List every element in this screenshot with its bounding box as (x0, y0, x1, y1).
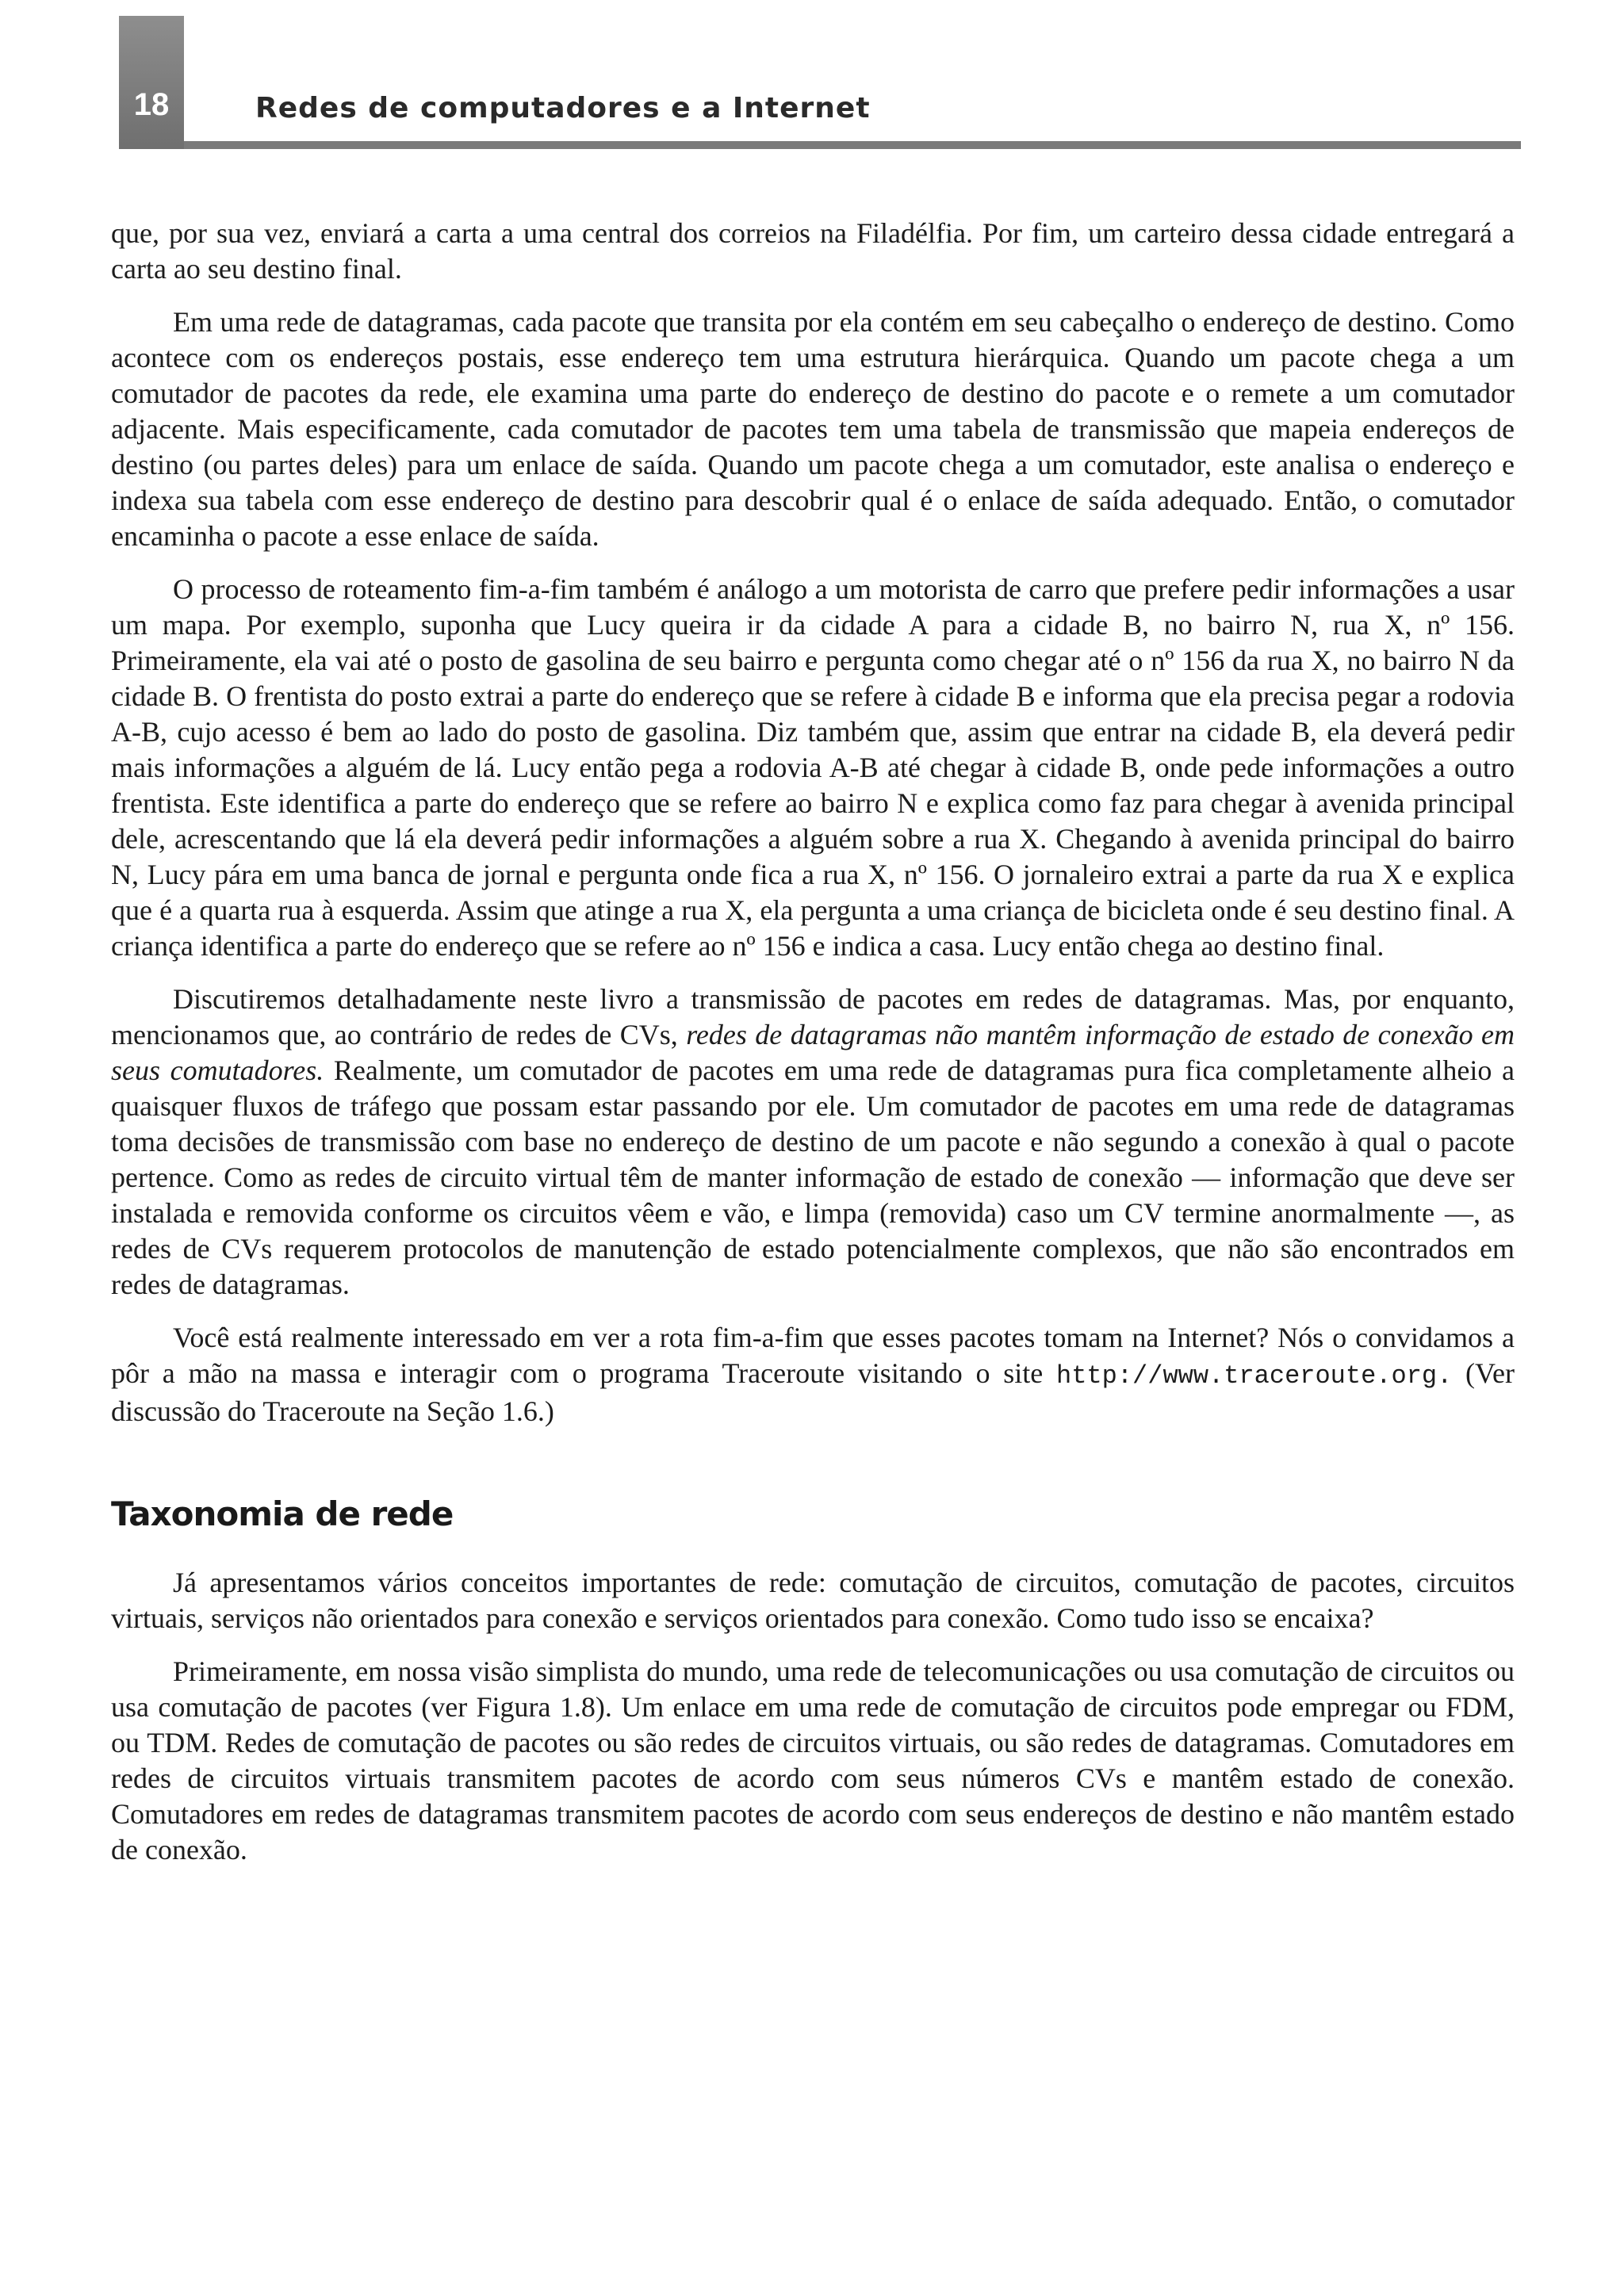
paragraph-continued: que, por sua vez, enviará a carta a uma central dos correios na Filadélfia. Por fim, um carteiro dessa cidade entregará a carta ao seu destino final. (111, 217, 1515, 285)
paragraph-text: Você está realmente interessado em ver a rota fim-a-fim que esses pacotes tomam na Internet? Nós o convidamos a pôr a mão na massa e interagir com o programa Traceroute visitando o site (111, 1322, 1515, 1389)
paragraph-taxonomy-intro: Já apresentamos vários conceitos importantes de rede: comutação de circuitos, comutação de pacotes, circuitos virtuais, serviços não orientados para conexão e serviços orientados para conexão. Como tudo isso se encaixa? (111, 1567, 1515, 1634)
paragraph-taxonomy-detail: Primeiramente, em nossa visão simplista do mundo, uma rede de telecomunicações ou usa comutação de circuitos ou usa comutação de pacotes (ver Figura 1.8). Um enlace em uma rede de comutação de circuitos pode empregar ou FDM, ou TDM. Redes de comutação de pacotes ou são redes de circuitos virtuais, ou são redes de datagramas. Comutadores em redes de circuitos virtuais transmitem pacotes de acordo com seus números CVs e mantêm estado de conexão. Comutadores em redes de datagramas transmitem pacotes de acordo com seus endereços de destino e não mantêm estado de conexão. (111, 1655, 1515, 1866)
page-body (111, 216, 1515, 1885)
section-heading: Taxonomia de rede (111, 1494, 454, 1533)
traceroute-link[interactable]: http://www.traceroute.org. (1056, 1361, 1453, 1391)
page-header (0, 0, 1624, 159)
paragraph-routing-analogy: O processo de roteamento fim-a-fim também é análogo a um motorista de carro que prefere pedir informações a usar um mapa. Por exemplo, suponha que Lucy queira ir da cidade A para a cidade B, no bairro N, rua X, nº 156. Primeiramente, ela vai até o posto de gasolina de seu bairro e pergunta como chegar até o nº 156 da rua X, no bairro N da cidade B. O frentista do posto extrai a parte do endereço que se refere à cidade B e informa que ela precisa pegar a rodovia A-B, cujo acesso é bem ao lado do posto de gasolina. Diz também que, assim que entrar na cidade B, ela deverá pedir mais informações a alguém de lá. Lucy então pega a rodovia A-B até chegar à cidade B, onde pede informações a outro frentista. Este identifica a parte do endereço que se refere ao bairro N e explica como faz para chegar à avenida principal dele, acrescentando que lá ela deverá pedir informações a alguém sobre a rua X. Chegando à avenida principal do bairro N, Lucy pára em uma banca de jornal e pergunta onde fica a rua X, nº 156. O jornaleiro extrai a parte da rua X e explica que é a quarta rua à esquerda. Assim que atinge a rua X, ela pergunta a uma criança de bicicleta onde é seu destino final. A criança identifica a parte do endereço que se refere ao nº 156 e indica a casa. Lucy então chega ao destino final. (111, 573, 1515, 962)
paragraph-text: Discutiremos detalhadamente neste livro a transmissão de pacotes em redes de datagramas. Mas, por enquanto, mencionamos que, ao contrário de redes de CVs, (111, 983, 1515, 1050)
emphasis-text: redes de datagramas não mantêm informação de estado de conexão em seus comutadores. (111, 1019, 1515, 1086)
paragraph-datagram-state (111, 982, 1515, 1303)
paragraph-datagram-networks: Em uma rede de datagramas, cada pacote que transita por ela contém em seu cabeçalho o endereço de destino. Como acontece com os endereços postais, esse endereço tem uma estrutura hierárquica. Quando um pacote chega a um comutador de pacotes da rede, ele examina uma parte do endereço de destino do pacote e o remete a um comutador adjacente. Mais especificamente, cada comutador de pacotes tem uma tabela de transmissão que mapeia endereços de destino (ou partes deles) para um enlace de saída. Quando um pacote chega a um comutador, este analisa o endereço e indexa sua tabela com esse endereço de destino para descobrir qual é o enlace de saída adequado. Então, o comutador encaminha o pacote a esse enlace de saída. (111, 306, 1515, 552)
header-rule (184, 141, 1521, 149)
page-number-tab (119, 16, 184, 149)
paragraph-traceroute (111, 1320, 1515, 1429)
paragraph-text: (Ver discussão do Traceroute na Seção 1.6.) (111, 1357, 1515, 1427)
paragraph-text: Realmente, um comutador de pacotes em uma rede de datagramas pura fica completamente alheio a quaisquer fluxos de tráfego que possam estar passando por ele. Um comutador de pacotes em uma rede de datagramas toma decisões de transmissão com base no endereço de destino de um pacote e não segundo a conexão à qual o pacote pertence. Como as redes de circuito virtual têm de manter informação de estado de conexão — informação que deve ser instalada e removida conforme os circuitos vêem e vão, e limpa (removida) caso um CV termine anormalmente —, as redes de CVs requerem protocolos de manutenção de estado potencialmente complexos, que não são encontrados em redes de datagramas. (111, 1054, 1515, 1300)
page-number: 18 (133, 87, 170, 122)
running-title: Redes de computadores e a Internet (255, 92, 871, 124)
